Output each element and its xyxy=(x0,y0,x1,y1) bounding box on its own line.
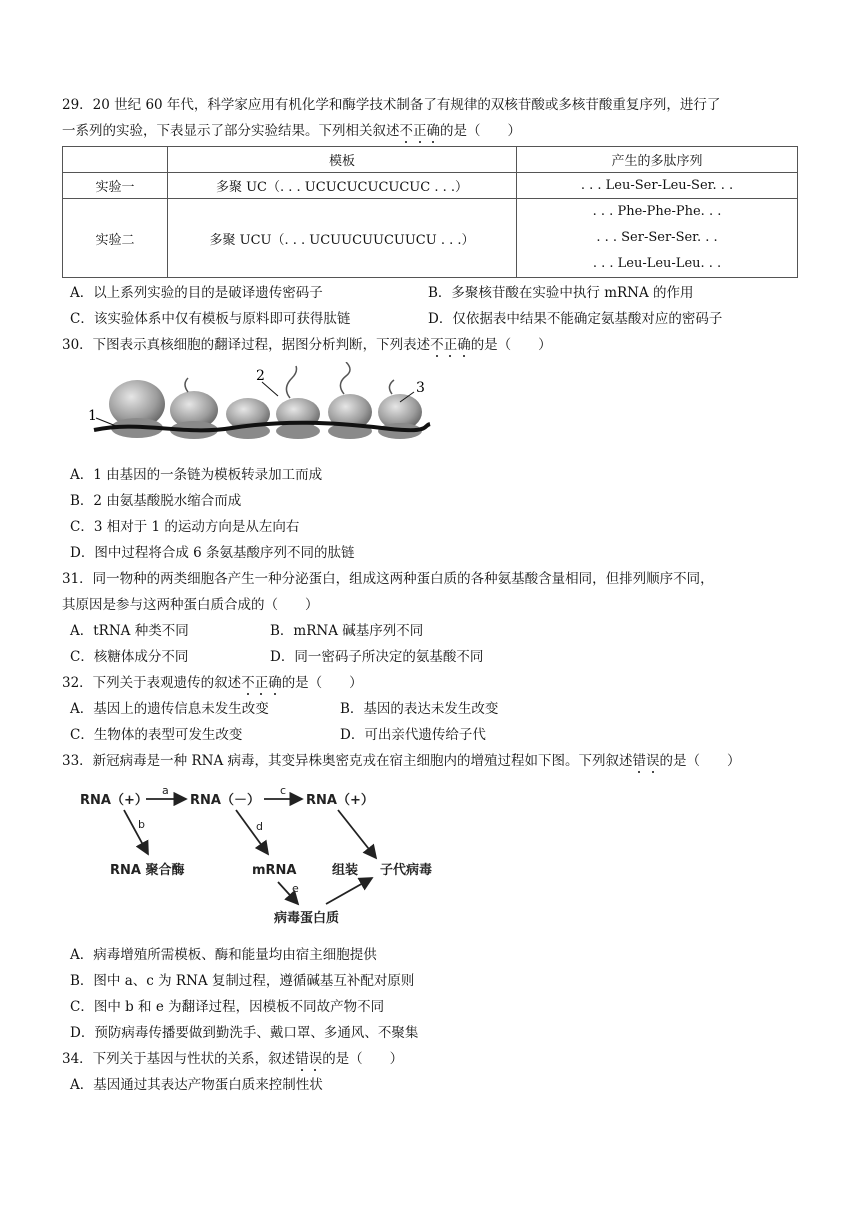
table-header-cell: 模板 xyxy=(168,147,517,173)
translation-figure xyxy=(82,362,802,456)
option-b: B．图中 a、c 为 RNA 复制过程，遵循碱基互补配对原则 xyxy=(70,973,415,989)
emphasis-char: 错 xyxy=(295,1051,309,1067)
q31-stem-line2: 其原因是参与这两种蛋白质合成的（ ） xyxy=(62,597,319,613)
option-a: A．基因上的遗传信息未发生改变 xyxy=(70,701,269,717)
option-d: D．可出亲代遗传给子代 xyxy=(340,727,486,743)
table-cell: 实验二 xyxy=(63,199,168,278)
option-a: A．病毒增殖所需模板、酶和能量均由宿主细胞提供 xyxy=(70,947,377,963)
option-a: A．基因通过其表达产物蛋白质来控制性状 xyxy=(70,1077,323,1093)
emphasis-char: 不 xyxy=(241,675,255,691)
table-header-cell: 产生的多肽序列 xyxy=(517,147,798,173)
emphasis-char: 不 xyxy=(399,123,413,139)
emphasis-char: 确 xyxy=(457,337,471,353)
rna-plus-node: RNA（+） xyxy=(80,793,148,808)
emphasis-char: 确 xyxy=(268,675,282,691)
option-d: D．同一密码子所决定的氨基酸不同 xyxy=(270,649,484,665)
q31-options-row2 xyxy=(62,644,802,670)
progeny-virus-node: 子代病毒 xyxy=(380,863,433,878)
arrow-d xyxy=(236,810,268,854)
arrow-protein-to-progeny xyxy=(326,878,372,904)
q29-options-row1 xyxy=(62,280,802,306)
table-cell: 多聚 UC（. . . UCUCUCUCUCUC . . .） xyxy=(168,173,517,199)
table-cell: . . . Leu-Ser-Leu-Ser. . . xyxy=(517,173,798,199)
figure-label-2: 2 xyxy=(256,368,265,384)
emphasis-char: 正 xyxy=(413,123,427,139)
label-a: a xyxy=(162,784,169,797)
emphasis-char: 正 xyxy=(443,337,458,353)
label-d: d xyxy=(256,820,263,833)
virus-replication-figure xyxy=(76,782,802,936)
ribosome-4 xyxy=(276,366,320,439)
q29-stem-pre: 一系列的实验，下表显示了部分实验结果。下列相关叙述 xyxy=(62,123,400,139)
figure-label-3: 3 xyxy=(416,380,425,396)
arrow-rna-to-progeny xyxy=(338,810,376,858)
emphasis-char: 误 xyxy=(646,753,660,769)
label-c: c xyxy=(280,784,287,797)
emphasis-char: 确 xyxy=(426,123,440,139)
option-d: D．图中过程将合成 6 条氨基酸序列不同的肽链 xyxy=(70,545,355,561)
q34-stem-pre: 34．下列关于基因与性状的关系，叙述 xyxy=(62,1051,296,1067)
table-row xyxy=(63,173,798,199)
emphasis-char: 错 xyxy=(632,753,646,769)
option-b: B．mRNA 碱基序列不同 xyxy=(270,623,424,639)
emphasis-char: 不 xyxy=(430,337,444,353)
q31-stem-line1: 31．同一物种的两类细胞各产生一种分泌蛋白，组成这两种蛋白质的各种氨基酸含量相同，但排列顺序不同， xyxy=(62,571,714,587)
q32-stem-pre: 32．下列关于表观遗传的叙述 xyxy=(62,675,242,691)
emphasis-char: 误 xyxy=(308,1051,323,1067)
option-c: C．该实验体系中仅有模板与原料即可获得肽链 xyxy=(70,311,351,327)
table-row xyxy=(63,199,798,278)
rna-plus-node-2: RNA（+） xyxy=(306,793,374,808)
rna-polymerase-node: RNA 聚合酶 xyxy=(110,863,185,878)
label-b: b xyxy=(138,818,145,831)
q30-stem-post: 的是（ ） xyxy=(470,337,552,353)
virus-protein-node: 病毒蛋白质 xyxy=(274,911,340,926)
q29-stem-post: 的是（ ） xyxy=(440,123,521,139)
figure-label-1: 1 xyxy=(88,408,97,424)
q33-stem-post: 的是（ ） xyxy=(659,753,741,769)
option-b: B．2 由氨基酸脱水缩合而成 xyxy=(70,493,242,509)
q33-stem xyxy=(62,748,802,774)
q34-stem-post: 的是（ ） xyxy=(322,1051,404,1067)
virus-replication-diagram xyxy=(76,782,476,932)
q30-stem xyxy=(62,332,802,358)
peptide-sequence: . . . Leu-Leu-Leu. . . xyxy=(592,256,722,271)
q30-stem-pre: 30．下图表示真核细胞的翻译过程，据图分析判断，下列表述 xyxy=(62,337,431,353)
assemble-label: 组装 xyxy=(332,863,359,878)
peptide-sequence: . . . Ser-Ser-Ser. . . xyxy=(596,230,718,245)
ribosome-mrna-diagram xyxy=(82,362,442,452)
ribosome-3 xyxy=(226,398,270,439)
option-a: A．1 由基因的一条链为模板转录加工而成 xyxy=(70,467,323,483)
emphasis-char: 正 xyxy=(254,675,269,691)
q29-stem-line2 xyxy=(62,118,802,144)
peptide-sequence: . . . Phe-Phe-Phe. . . xyxy=(592,204,722,219)
table-cell: 实验一 xyxy=(63,173,168,199)
q33-stem-pre: 33．新冠病毒是一种 RNA 病毒，其变异株奥密克戎在宿主细胞内的增殖过程如下图。下列叙述 xyxy=(62,753,633,769)
q29-results-table xyxy=(62,146,798,278)
option-a: A．tRNA 种类不同 xyxy=(70,623,189,639)
option-c: C．生物体的表型可发生改变 xyxy=(70,727,243,743)
q32-stem xyxy=(62,670,802,696)
q29-stem-line1: 29．20 世纪 60 年代，科学家应用有机化学和酶学技术制备了有规律的双核苷酸或多核苷酸重复序列，进行了 xyxy=(62,97,721,113)
option-c: C．3 相对于 1 的运动方向是从左向右 xyxy=(70,519,300,535)
table-header-row xyxy=(63,147,798,173)
option-a: A．以上系列实验的目的是破译遗传密码子 xyxy=(70,285,323,301)
table-header-cell xyxy=(63,147,168,173)
mrna-node: mRNA xyxy=(252,863,297,878)
q34-stem xyxy=(62,1046,802,1072)
q32-stem-post: 的是（ ） xyxy=(281,675,363,691)
q31-options-row1 xyxy=(62,618,802,644)
option-c: C．图中 b 和 e 为翻译过程，因模板不同故产物不同 xyxy=(70,999,385,1015)
option-c: C．核糖体成分不同 xyxy=(70,649,189,665)
q29-options-row2 xyxy=(62,306,802,332)
q32-options-row2 xyxy=(62,722,802,748)
option-b: B．基因的表达未发生改变 xyxy=(340,701,499,717)
option-d: D．预防病毒传播要做到勤洗手、戴口罩、多通风、不聚集 xyxy=(70,1025,419,1041)
option-b: B．多聚核苷酸在实验中执行 mRNA 的作用 xyxy=(428,285,694,301)
rna-minus-node: RNA（－） xyxy=(190,793,260,808)
table-cell: 多聚 UCU（. . . UCUUCUUCUUCU . . .） xyxy=(168,199,517,278)
option-d: D．仅依据表中结果不能确定氨基酸对应的密码子 xyxy=(428,311,723,327)
q32-options-row1 xyxy=(62,696,802,722)
exam-page xyxy=(62,92,802,1098)
label-e: e xyxy=(292,882,299,895)
arrow-b xyxy=(124,810,148,854)
table-cell xyxy=(517,199,798,278)
